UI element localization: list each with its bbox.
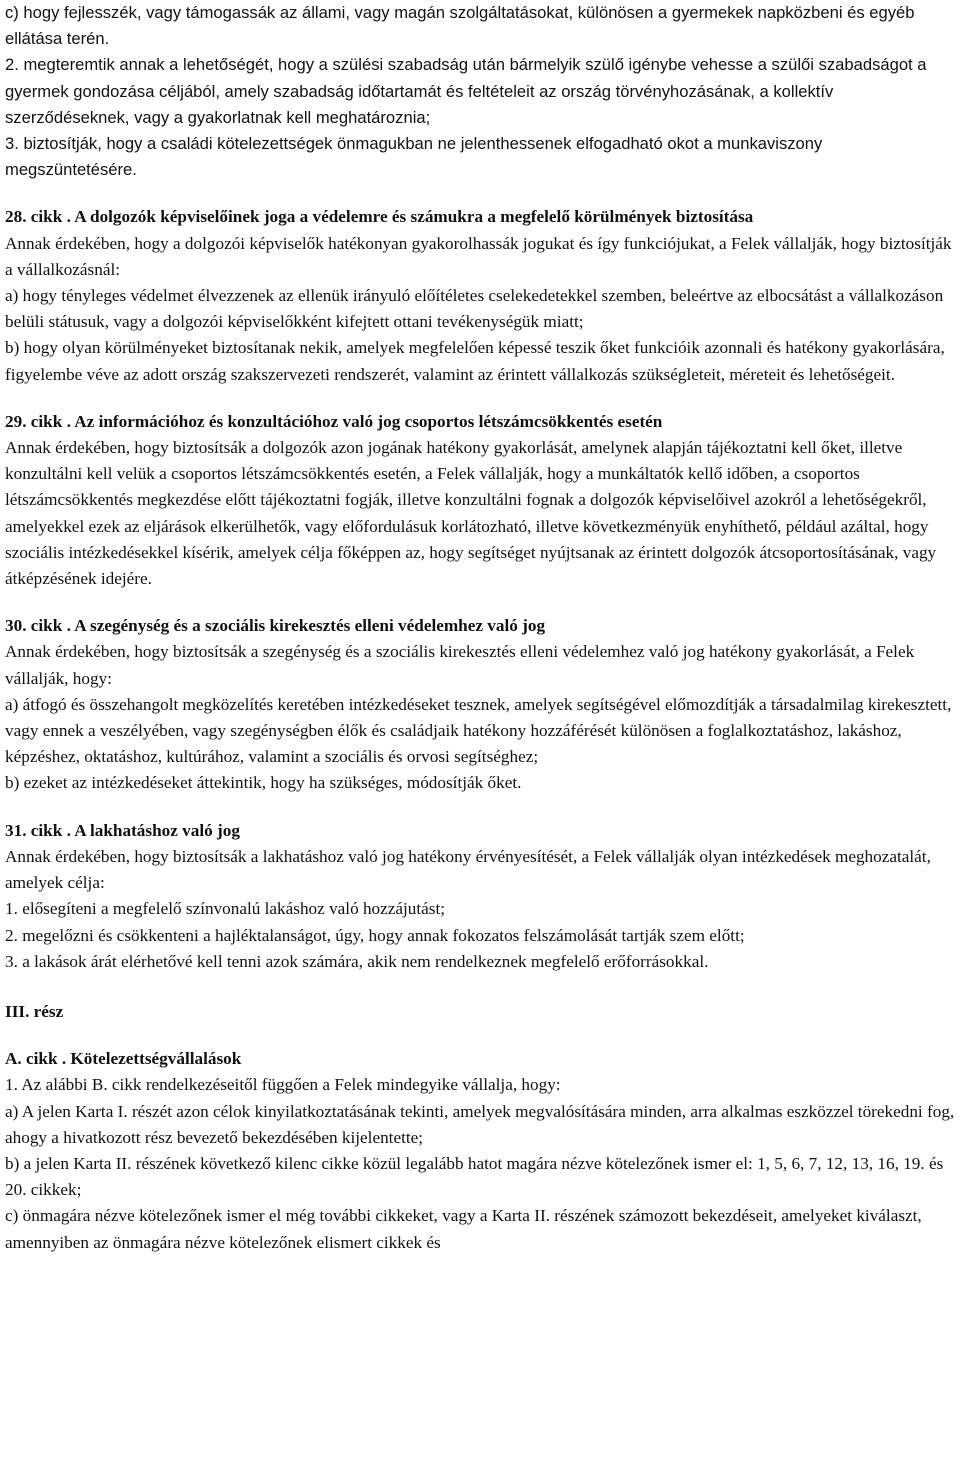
article-30-paragraph: Annak érdekében, hogy biztosítsák a szegénység és a szociális kirekesztés elleni védelemhez való jog hatékony gyakorlását, a Felek vállalják, hogy: [5,642,915,688]
article-31-point-3: 3. a lakások árát elérhetővé kell tenni azok számára, akik nem rendelkeznek megfelelő erőforrásokkal. [5,951,709,971]
intro-list [5,0,956,183]
article-30 [5,613,956,796]
article-30-point-a: a) átfogó és összehangolt megközelítés keretében intézkedéseket tesznek, amelyek segítségével előmozdítják a társadalmilag kirekesztett, vagy ennek a veszélyében, vagy szegénységben élők és családjaik hatékony hozzáférését különösen a foglalkoztatáshoz, lakáshoz, képzéshez, oktatáshoz, kultúrához, valamint a szociális és orvosi segítséghez; [5,694,952,767]
part-3-title: III. rész [5,1001,64,1021]
article-29-heading: 29. cikk . Az információhoz és konzultációhoz való jog csoportos létszámcsökkentés esetén [5,411,663,431]
article-29 [5,409,956,592]
article-a-point-b: b) a jelen Karta II. részének következő kilenc cikke közül legalább hatot magára nézve kötelezőnek ismer el: 1, 5, 6, 7, 12, 13, 16, 19. és 20. cikkek; [5,1153,944,1200]
article-a [5,1046,956,1256]
article-29-paragraph: Annak érdekében, hogy biztosítsák a dolgozók azon jogának hatékony gyakorlását, amelynek alapján tájékoztatni kell őket, illetve konzultálni kell velük a csoportos létszámcsökkentés esetén, a Felek vállalják, hogy a munkáltatók kellő időben, a csoportos létszámcsökkentés megkezdése előtt tájékoztatni fogják, illetve konzultálni fognak a dolgozók képviselőivel azokról a lehetőségekről, amelyekkel ezek az eljárások elkerülhetők, vagy előfordulásuk korlátozható, illetve következményük enyhíthető, például azáltal, hogy szociális intézkedésekkel kísérik, amelyek célja főképpen az, hogy segítséget nyújtsanak az érintett dolgozók átcsoportosításának, vagy átképzésének idejére. [5,438,937,589]
intro-item-3: 3. biztosítják, hogy a családi kötelezettségek önmagukban ne jelenthessenek elfogadható okot a munkaviszony megszüntetésére. [5,134,823,180]
article-28-point-a: a) hogy tényleges védelmet élvezzenek az ellenük irányuló előítéletes cselekedetekkel szemben, beleértve az elbocsátást a vállalkozáson belüli státusuk, vagy a dolgozói képviselőkként kifejtett ottani tevékenységük miatt; [5,286,944,332]
article-31-point-1: 1. elősegíteni a megfelelő színvonalú lakáshoz való hozzájutást; [5,899,446,919]
article-28 [5,204,956,387]
article-31-heading: 31. cikk . A lakhatáshoz való jog [5,820,240,840]
article-28-paragraph: Annak érdekében, hogy a dolgozói képviselők hatékonyan gyakorolhassák jogukat és így funkciójukat, a Felek vállalják, hogy biztosítják a vállalkozásnál: [5,233,952,279]
intro-item-c: c) hogy fejlesszék, vagy támogassák az állami, vagy magán szolgáltatásokat, különösen a gyermekek napközbeni és egyéb ellátása terén. [5,3,915,49]
article-a-heading: A. cikk . Kötelezettségvállalások [5,1049,242,1069]
article-28-heading: 28. cikk . A dolgozók képviselőinek joga a védelemre és számukra a megfelelő körülmények biztosítása [5,207,754,227]
article-30-heading: 30. cikk . A szegénység és a szociális kirekesztés elleni védelemhez való jog [5,616,546,636]
article-31-paragraph: Annak érdekében, hogy biztosítsák a lakhatáshoz való jog hatékony érvényesítését, a Felek vállalják olyan intézkedések meghozatalát, amelyek célja: [5,846,931,893]
article-28-point-b: b) hogy olyan körülményeket biztosítanak nekik, amelyek megfelelően képessé teszik őket funkcióik azonnali és hatékony gyakorlására, figyelembe véve az adott ország szakszervezeti rendszerét, valamint az érintett vállalkozás szükségleteit, méreteit és lehetőségeit. [5,338,945,384]
intro-item-2: 2. megteremtik annak a lehetőségét, hogy a szülési szabadság után bármelyik szülő igénybe vehesse a szülői szabadságot a gyermek gondozása céljából, amely szabadság időtartamát és feltételeit az ország törvényhozásának, a kollektív szerződéseknek, vagy a gyakorlatnak kell meghatároznia; [5,55,927,127]
article-a-point-a: a) A jelen Karta I. részét azon célok kinyilatkoztatásának tekinti, amelyek megvalósítására minden, arra alkalmas eszközzel törekedni fog, ahogy a hivatkozott rész bevezető bekezdésében kijelentette; [5,1101,955,1147]
article-a-point-c: c) önmagára nézve kötelezőnek ismer el még további cikkeket, vagy a Karta II. részének számozott bekezdéseit, amelyeket kiválaszt, amennyiben az önmagára nézve kötelezőnek elismert cikkek és [5,1206,922,1252]
article-31-point-2: 2. megelőzni és csökkenteni a hajléktalanságot, úgy, hogy annak fokozatos felszámolását tartják szem előtt; [5,925,745,945]
article-a-point-1: 1. Az alábbi B. cikk rendelkezéseitől függően a Felek mindegyike vállalja, hogy: [5,1075,561,1095]
article-30-point-b: b) ezeket az intézkedéseket áttekintik, hogy ha szükséges, módosítják őket. [5,773,522,793]
article-31 [5,818,956,975]
